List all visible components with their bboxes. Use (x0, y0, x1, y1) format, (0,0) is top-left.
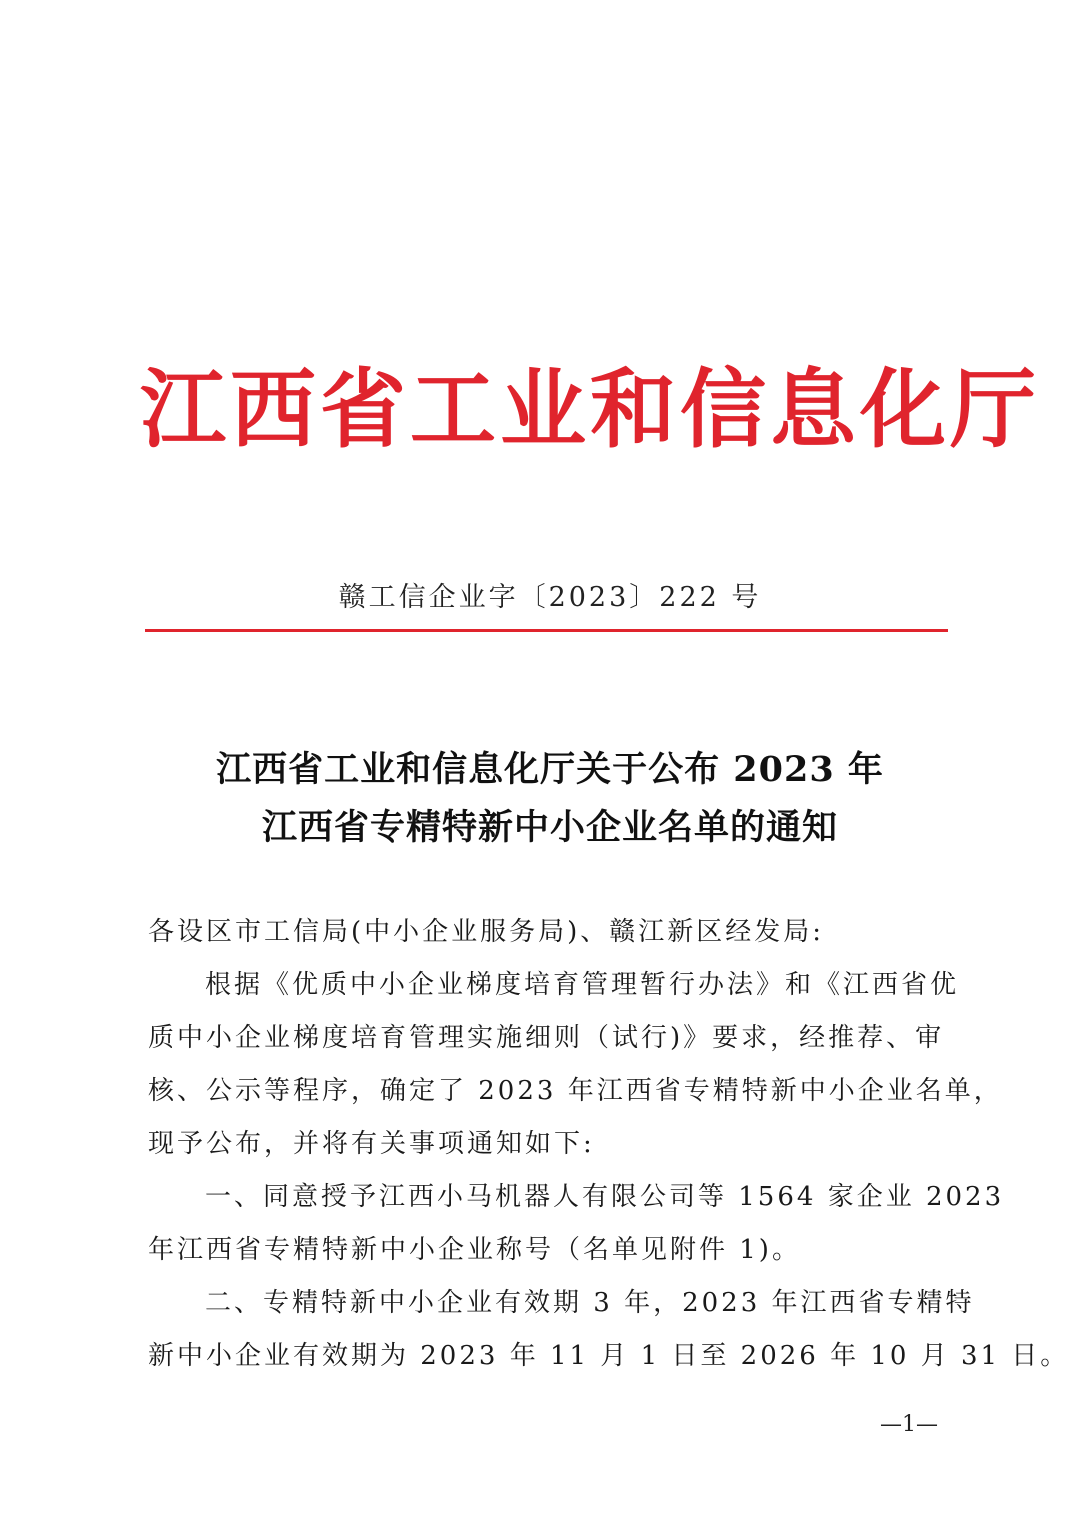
paragraph-1-line-2: 质中小企业梯度培育管理实施细则（试行)》要求，经推荐、审 (148, 1023, 945, 1053)
paragraph-3-line-2: 新中小企业有效期为 2023 年 11 月 1 日至 2026 年 10 月 31 日。 (148, 1341, 1070, 1371)
notice-title-line-1: 江西省工业和信息化厅关于公布 2023 年 (216, 749, 884, 790)
paragraph-1-line-1: 根据《优质中小企业梯度培育管理暂行办法》和《江西省优 (205, 970, 960, 1000)
paragraph-2-line-2: 年江西省专精特新中小企业称号（名单见附件 1)。 (148, 1235, 801, 1265)
agency-header-title: 江西省工业和信息化厅 (140, 359, 1040, 460)
paragraph-1-line-4: 现予公布，并将有关事项通知如下: (148, 1129, 595, 1159)
paragraph-1-line-3: 核、公示等程序，确定了 2023 年江西省专精特新中小企业名单， (148, 1076, 1003, 1106)
paragraph-3-line-1: 二、专精特新中小企业有效期 3 年，2023 年江西省专精特 (205, 1288, 975, 1318)
salutation: 各设区市工信局(中小企业服务局)、赣江新区经发局: (148, 917, 825, 947)
paragraph-2-line-1: 一、同意授予江西小马机器人有限公司等 1564 家企业 2023 (205, 1182, 1005, 1212)
red-separator-line (145, 629, 948, 632)
page-number: —1— (880, 1412, 938, 1437)
notice-title-line-2: 江西省专精特新中小企业名单的通知 (261, 807, 838, 848)
document-number: 赣工信企业字〔2023〕222 号 (338, 582, 762, 613)
